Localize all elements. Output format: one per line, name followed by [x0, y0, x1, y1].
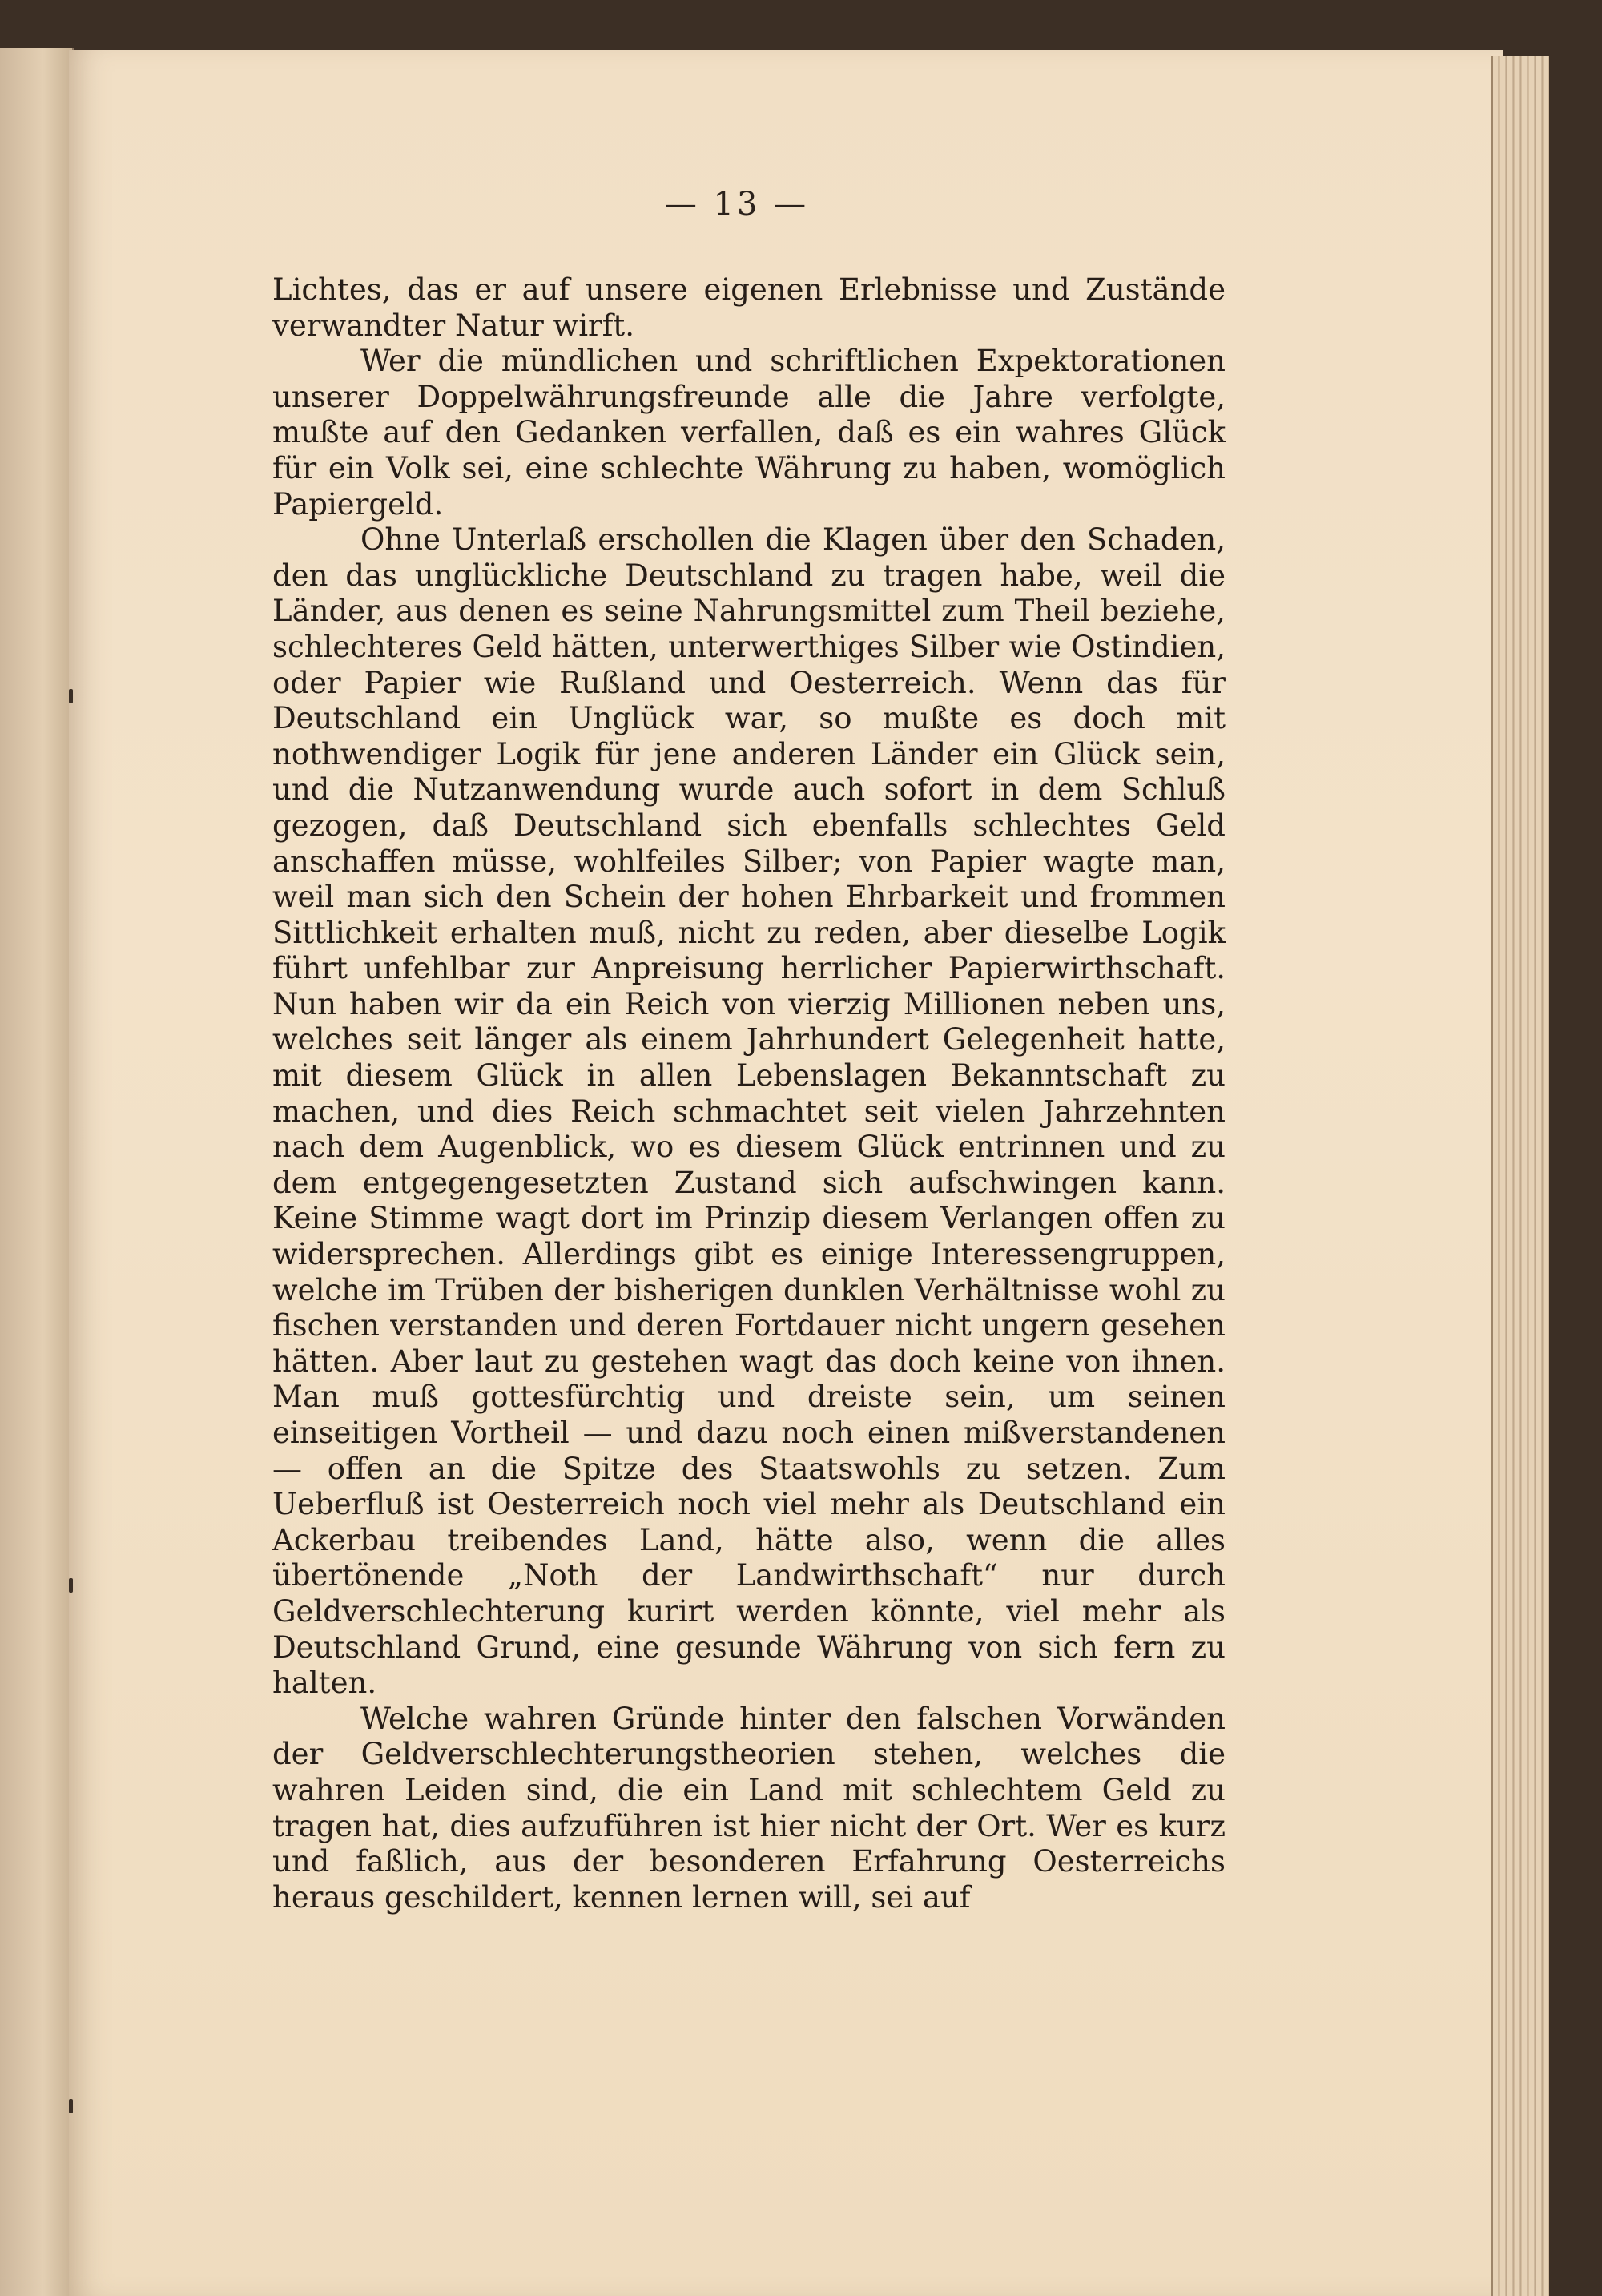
- body-text: [272, 272, 1226, 1915]
- gutter-mark: [69, 689, 73, 703]
- paragraph: Lichtes, das er auf unsere eigenen Erlebnisse und Zustände verwandter Natur wirft.: [272, 272, 1226, 343]
- gutter-mark: [69, 2099, 73, 2113]
- paragraph: Ohne Unterlaß erschollen die Klagen über den Schaden, den das unglückliche Deutschland zu tragen habe, weil die Länder, aus denen es seine Nahrungsmittel zum Theil beziehe, schlechteres Geld hätten, unterwerthiges Silber wie Ostindien, oder Papier wie Rußland und Oesterreich. Wenn das für Deutschland ein Unglück war, so mußte es doch mit nothwendiger Logik für jene anderen Länder ein Glück sein, und die Nutzanwendung wurde auch sofort in dem Schluß gezogen, daß Deutschland sich ebenfalls schlechtes Geld anschaffen müsse, wohlfeiles Silber; von Papier wagte man, weil man sich den Schein der hohen Ehrbarkeit und frommen Sittlichkeit erhalten muß, nicht zu reden, aber dieselbe Logik führt unfehlbar zur Anpreisung herrlicher Papierwirthschaft. Nun haben wir da ein Reich von vierzig Millionen neben uns, welches seit länger als einem Jahrhundert Gelegenheit hatte, mit diesem Glück in allen Lebenslagen Bekanntschaft zu machen, und dies Reich schmachtet seit vielen Jahrzehnten nach dem Augenblick, wo es diesem Glück entrinnen und zu dem entgegengesetzten Zustand sich aufschwingen kann. Keine Stimme wagt dort im Prinzip diesem Verlangen offen zu widersprechen. Allerdings gibt es einige Interessengruppen, welche im Trüben der bisherigen dunklen Verhältnisse wohl zu fischen verstanden und deren Fortdauer nicht ungern gesehen hätten. Aber laut zu gestehen wagt das doch keine von ihnen. Man muß gottesfürchtig und dreiste sein, um seinen einseitigen Vortheil — und dazu noch einen mißverstandenen — offen an die Spitze des Staatswohls zu setzen. Zum Ueberfluß ist Oesterreich noch viel mehr als Deutschland ein Ackerbau treibendes Land, hätte also, wenn die alles übertönende „Noth der Landwirthschaft“ nur durch Geldverschlechterung kurirt werden könnte, viel mehr als Deutschland Grund, eine gesunde Währung von sich fern zu halten.: [272, 522, 1226, 1701]
- previous-page-edge: [0, 48, 74, 2296]
- page-stack-edge: [1491, 56, 1549, 2296]
- gutter-marks: [69, 689, 74, 1730]
- paragraph: Wer die mündlichen und schriftlichen Expektorationen unserer Doppelwährungsfreunde alle die Jahre verfolgte, mußte auf den Gedanken verfallen, daß es ein wahres Glück für ein Volk sei, eine schlechte Währung zu haben, womöglich Papiergeld.: [272, 344, 1226, 522]
- gutter-mark: [69, 1578, 73, 1593]
- paragraph: Welche wahren Gründe hinter den falschen Vorwänden der Geldverschlechterungstheorien stehen, welches die wahren Leiden sind, die ein Land mit schlechtem Geld zu tragen hat, dies aufzuführen ist hier nicht der Ort. Wer es kurz und faßlich, aus der besonderen Erfahrung Oesterreichs heraus geschildert, kennen lernen will, sei auf: [272, 1701, 1226, 1915]
- page-number: — 13 —: [664, 186, 810, 223]
